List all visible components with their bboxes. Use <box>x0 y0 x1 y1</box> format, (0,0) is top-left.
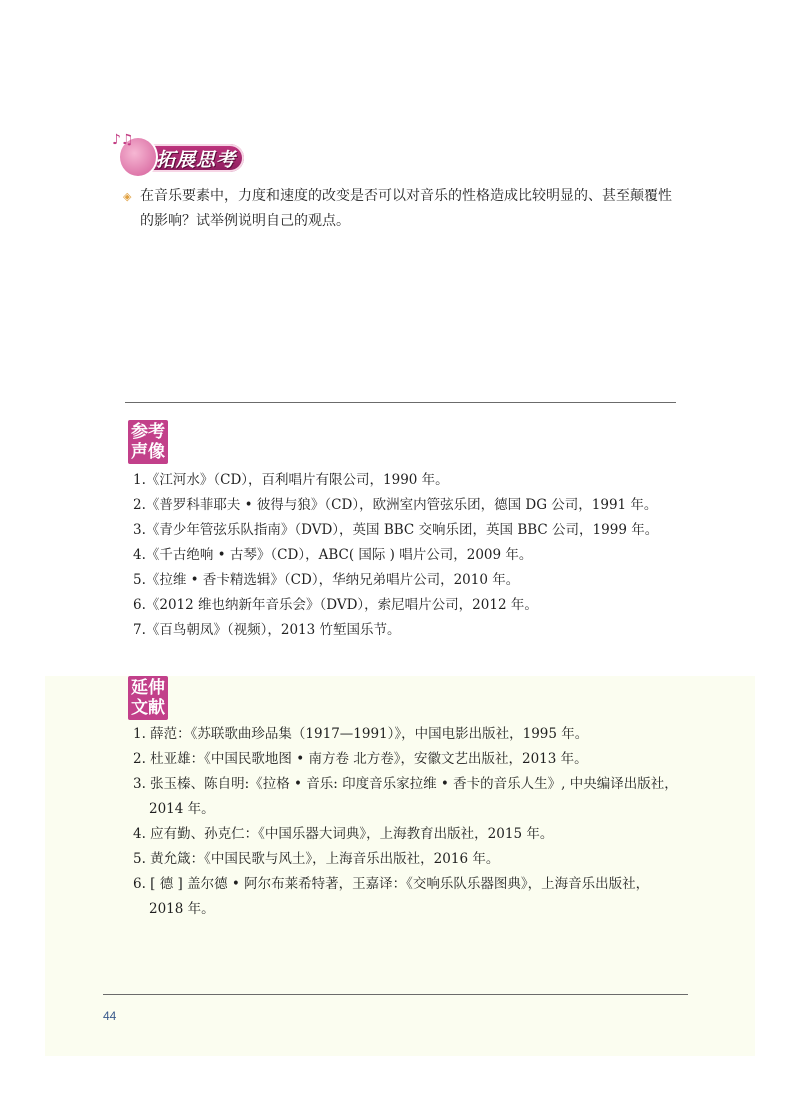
extended-literature-label <box>128 676 168 720</box>
item-text: 6. [ 德 ] 盖尔德 • 阿尔布莱希特著，王嘉译：《交响乐队乐器图典》，上海音乐出版社， <box>133 876 650 892</box>
think-question <box>123 184 685 234</box>
list-item <box>133 747 693 772</box>
badge-title: 拓展思考 <box>156 149 237 171</box>
section-divider <box>125 402 676 403</box>
list-item <box>133 722 693 747</box>
list-item: 4.《千古绝响 • 古琴》（CD），ABC( 国际 ) 唱片公司，2009 年。 <box>133 547 533 563</box>
item-text: 5. 黄允箴：《中国民歌与风土》，上海音乐出版社，2016 年。 <box>133 851 500 867</box>
list-item: 1.《江河水》（CD），百利唱片有限公司，1990 年。 <box>133 472 449 488</box>
item-text: 4. 应有勤、孙克仁：《中国乐器大词典》，上海教育出版社，2015 年。 <box>133 826 554 842</box>
item-text: 3. 张玉榛、陈自明:《拉格 • 音乐: 印度音乐家拉维 • 香卡的音乐人生》, 中央编译出版社， <box>133 776 678 792</box>
list-item: 7.《百鸟朝凤》（视频），2013 竹堑国乐节。 <box>133 622 401 638</box>
list-item <box>133 847 693 872</box>
label-line: 延伸 <box>131 678 165 698</box>
item-text-continuation: 2014 年。 <box>149 801 215 817</box>
think-section-badge <box>112 132 242 176</box>
list-item <box>133 872 693 922</box>
list-item <box>133 772 693 822</box>
reference-av-list <box>133 468 693 643</box>
item-text-continuation: 2018 年。 <box>149 901 215 917</box>
list-item <box>133 822 693 847</box>
reference-av-label <box>128 420 168 464</box>
question-text: 在音乐要素中，力度和速度的改变是否可以对音乐的性格造成比较明显的、甚至颠覆性的影响？试举例说明自己的观点。 <box>140 188 672 229</box>
label-line: 参考 <box>131 422 165 442</box>
label-line: 声像 <box>131 442 165 462</box>
list-item: 2.《普罗科菲耶夫 • 彼得与狼》（CD），欧洲室内管弦乐团，德国 DG 公司，1991 年。 <box>133 497 658 513</box>
item-text: 1. 薛范：《苏联歌曲珍品集（1917—1991）》，中国电影出版社，1995 年。 <box>133 726 589 742</box>
page-number: 44 <box>103 1009 117 1023</box>
footer-divider <box>103 994 688 995</box>
label-line: 文献 <box>131 698 165 718</box>
list-item: 6.《2012 维也纳新年音乐会》（DVD），索尼唱片公司，2012 年。 <box>133 597 538 613</box>
music-note-icon: ♪♫ <box>112 132 134 148</box>
diamond-bullet-icon: ◈ <box>123 190 132 203</box>
list-item: 5.《拉维 • 香卡精选辑》（CD），华纳兄弟唱片公司，2010 年。 <box>133 572 520 588</box>
item-text: 2. 杜亚雄：《中国民歌地图 • 南方卷 北方卷》，安徽文艺出版社，2013 年。 <box>133 751 588 767</box>
list-item: 3.《青少年管弦乐队指南》（DVD），英国 BBC 交响乐团，英国 BBC 公司，1999 年。 <box>133 522 659 538</box>
extended-literature-list <box>133 722 693 922</box>
